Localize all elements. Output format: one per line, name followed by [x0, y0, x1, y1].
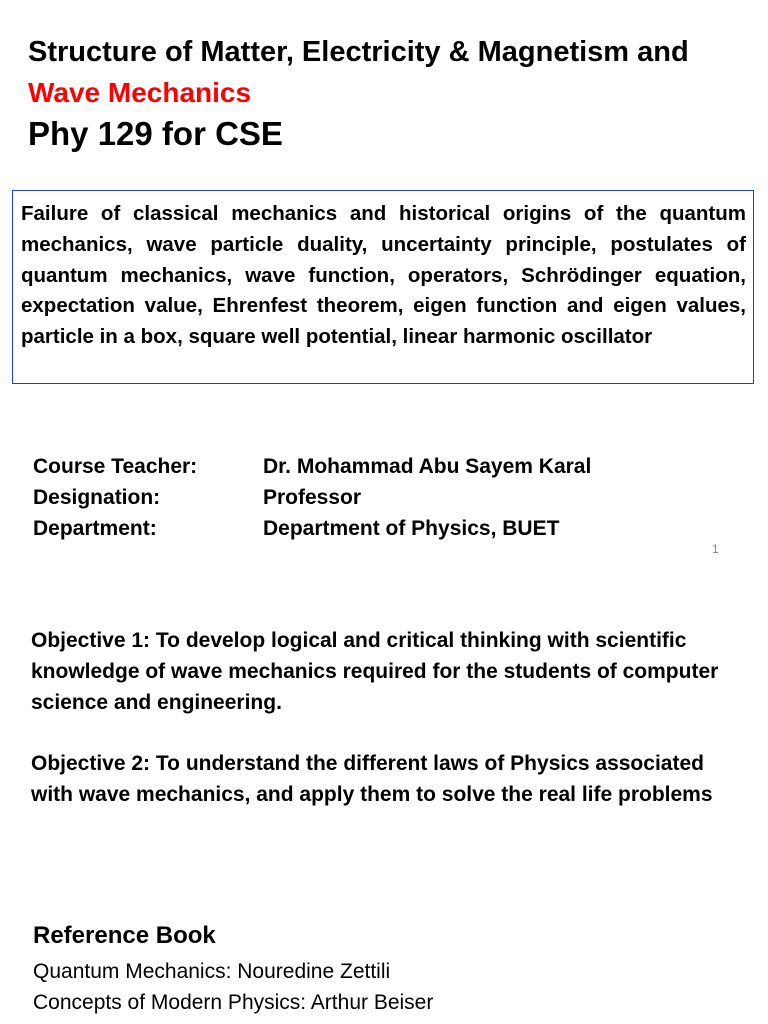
info-row-teacher	[33, 451, 591, 482]
page-number: 1	[712, 542, 719, 556]
page-title-accent: Wave Mechanics	[28, 77, 252, 108]
info-label: Course Teacher:	[33, 455, 198, 478]
syllabus-box	[12, 190, 754, 384]
reference-item: Concepts of Modern Physics: Arthur Beiser	[33, 991, 434, 1014]
info-label: Department:	[33, 517, 157, 540]
course-info	[33, 451, 591, 544]
info-row-designation	[33, 482, 591, 513]
info-value: Dr. Mohammad Abu Sayem Karal	[263, 455, 592, 478]
reference-list	[33, 956, 433, 1018]
course-code: Phy 129 for CSE	[28, 115, 283, 152]
reference-item: Quantum Mechanics: Nouredine Zettili	[33, 960, 391, 983]
info-value: Professor	[263, 486, 362, 509]
objective-1: Objective 1: To develop logical and critical thinking with scientific knowledge of wave mechanics required for the students of computer science and engineering.	[31, 629, 719, 714]
reference-heading: Reference Book	[33, 922, 216, 949]
objective-2: Objective 2: To understand the different laws of Physics associated with wave mechanics, and apply them to solve the real life problems	[31, 752, 713, 806]
info-row-department	[33, 513, 591, 544]
info-value: Department of Physics, BUET	[263, 517, 560, 540]
info-label: Designation:	[33, 486, 161, 509]
page-title: Structure of Matter, Electricity & Magnetism and	[28, 36, 689, 68]
syllabus-text: Failure of classical mechanics and historical origins of the quantum mechanics, wave particle duality, uncertainty principle, postulates of quantum mechanics, wave function, operators, Schrödinger equation, expectation value, Ehrenfest theorem, eigen function and eigen values, particle in a box, square well potential, linear harmonic oscillator	[21, 202, 746, 349]
